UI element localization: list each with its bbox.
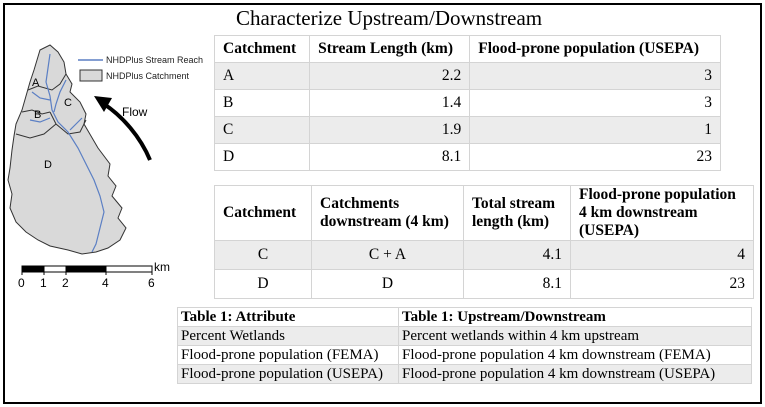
flow-label: Flow [122,105,148,119]
scale-tick-label-0: 0 [18,276,25,290]
table-row [178,327,752,346]
table-cell: 3 [470,63,721,90]
stream-length-table [214,35,721,171]
table-cell: 2.2 [310,63,470,90]
table-row [178,346,752,365]
table-cell: Percent wetlands within 4 km upstream [399,327,752,346]
legend-catchment-label: NHDPlus Catchment [106,71,190,81]
downstream-table [214,185,754,299]
scale-tick-label-4: 6 [148,276,155,290]
table-header-row [178,308,752,327]
table-cell: A [215,63,310,90]
column-header: Flood-prone population (USEPA) [470,36,721,63]
table-cell: C + A [312,241,464,270]
table-row [215,63,721,90]
table-cell: 1.9 [310,117,470,144]
scale-unit: km [154,260,170,274]
column-header: Catchments downstream (4 km) [312,186,464,241]
table-cell: Flood-prone population (USEPA) [178,365,399,384]
catchment-label-c: C [64,97,72,109]
table-cell: 23 [470,144,721,171]
column-header: Table 1: Attribute [178,308,399,327]
table-cell: B [215,90,310,117]
column-header: Stream Length (km) [310,36,470,63]
table-cell: 1.4 [310,90,470,117]
legend-catchment-swatch [80,70,102,81]
table-row [215,241,754,270]
table-cell: 4 [571,241,754,270]
legend-stream-label: NHDPlus Stream Reach [106,55,204,65]
table-cell: Percent Wetlands [178,327,399,346]
table-cell: Flood-prone population 4 km downstream (FEMA) [399,346,752,365]
table-row [215,90,721,117]
column-header: Table 1: Upstream/Downstream [399,308,752,327]
table-cell: 3 [470,90,721,117]
table-row [215,117,721,144]
scale-tick-label-1: 1 [40,276,47,290]
table-cell: 8.1 [310,144,470,171]
table-cell: C [215,117,310,144]
table-cell: C [215,241,312,270]
table-header-row [215,36,721,63]
column-header: Catchment [215,186,312,241]
scale-bar-seg-1 [22,266,44,272]
table-row [178,365,752,384]
table-cell: 8.1 [464,270,571,299]
table-cell: 4.1 [464,241,571,270]
scale-bar-seg-2 [66,266,106,272]
table-cell: 23 [571,270,754,299]
table-cell: Flood-prone population (FEMA) [178,346,399,365]
attribute-mapping-table [177,307,752,384]
catchment-label-d: D [44,159,52,171]
catchment-label-a: A [32,77,40,89]
table-header-row [215,186,754,241]
table-cell: D [215,144,310,171]
column-header: Total stream length (km) [464,186,571,241]
table-cell: 1 [470,117,721,144]
table-cell: Flood-prone population 4 km downstream (USEPA) [399,365,752,384]
table-cell: D [215,270,312,299]
column-header: Flood-prone population 4 km downstream (USEPA) [571,186,754,241]
scale-tick-label-2: 2 [62,276,69,290]
table-row [215,144,721,171]
table-row [215,270,754,299]
scale-tick-label-3: 4 [102,276,109,290]
catchment-label-b: B [34,109,42,121]
table-cell: D [312,270,464,299]
figure-title: Characterize Upstream/Downstream [236,6,543,30]
column-header: Catchment [215,36,310,63]
